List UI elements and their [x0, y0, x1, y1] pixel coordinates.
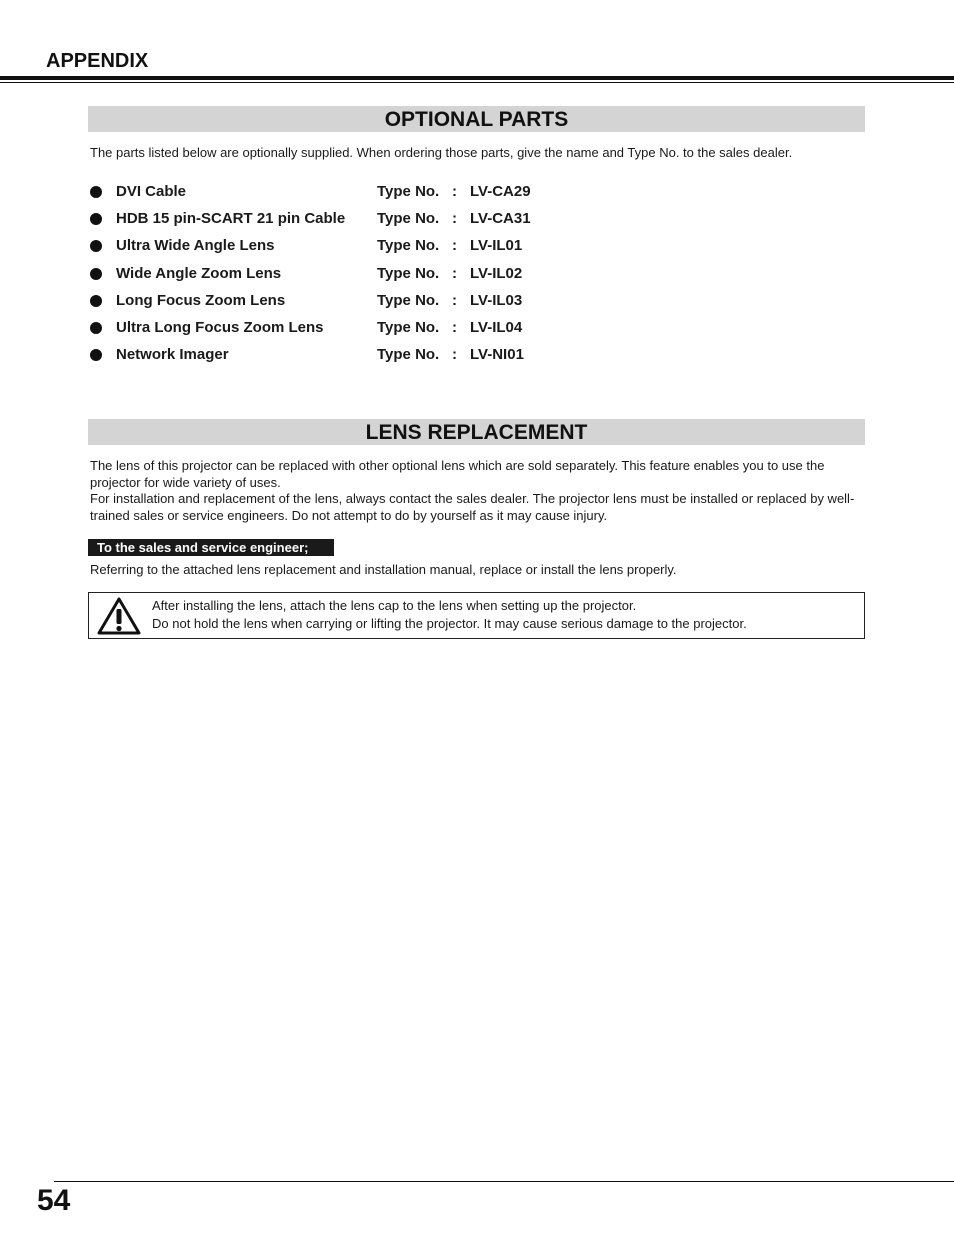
part-item: [90, 236, 650, 263]
type-number: LV-IL02: [470, 264, 523, 282]
type-label: Type No.: [377, 210, 440, 228]
part-name: HDB 15 pin-SCART 21 pin Cable: [116, 210, 346, 228]
page-number: 54: [37, 1184, 71, 1217]
part-name: Ultra Wide Angle Lens: [116, 237, 275, 255]
type-separator: :: [452, 183, 457, 200]
part-item: [90, 264, 650, 291]
optional-parts-heading: OPTIONAL PARTS: [88, 106, 865, 132]
warning-triangle-icon: [97, 596, 141, 636]
type-number: LV-IL04: [470, 318, 523, 336]
type-number: LV-CA31: [470, 210, 531, 228]
part-item: [90, 291, 650, 318]
part-name: Long Focus Zoom Lens: [116, 291, 286, 309]
bullet-icon: [90, 213, 102, 225]
part-item: [90, 345, 650, 372]
lens-replacement-heading: LENS REPLACEMENT: [88, 419, 865, 445]
type-label: Type No.: [377, 346, 440, 364]
warning-line-1: After installing the lens, attach the lens cap to the lens when setting up the projector.: [152, 598, 637, 613]
bullet-icon: [90, 349, 102, 361]
type-separator: :: [452, 346, 457, 364]
footer-rule: [54, 1181, 954, 1182]
parts-list: [90, 182, 650, 372]
header-rule-thin: [0, 82, 954, 83]
bullet-icon: [90, 268, 102, 280]
part-item: [90, 209, 650, 236]
bullet-icon: [90, 186, 102, 198]
warning-text: [152, 597, 747, 633]
type-number: LV-IL01: [470, 237, 523, 255]
part-name: Ultra Long Focus Zoom Lens: [116, 318, 324, 336]
section-label: APPENDIX: [46, 50, 149, 72]
type-label: Type No.: [377, 318, 440, 336]
optional-parts-intro: The parts listed below are optionally supplied. When ordering those parts, give the name and Type No. to the sales dealer.: [90, 145, 793, 160]
type-number: LV-CA29: [470, 183, 531, 200]
bullet-icon: [90, 240, 102, 252]
type-label: Type No.: [377, 264, 440, 282]
type-separator: :: [452, 264, 457, 282]
engineer-text: Referring to the attached lens replacement and installation manual, replace or install the lens properly.: [90, 562, 677, 577]
engineer-heading: To the sales and service engineer;: [88, 539, 334, 556]
part-item: [90, 182, 650, 209]
type-label: Type No.: [377, 291, 440, 309]
type-label: Type No.: [377, 237, 440, 255]
type-separator: :: [452, 237, 457, 255]
type-separator: :: [452, 291, 457, 309]
lens-replacement-para-2: For installation and replacement of the lens, always contact the sales dealer. The projector lens must be installed or replaced by well-trained sales or service engineers. Do not attempt to do by yourself as it may cause injury.: [90, 491, 855, 523]
part-item: [90, 318, 650, 345]
lens-replacement-para-1: The lens of this projector can be replaced with other optional lens which are sold separately. This feature enables you to use the projector for wide variety of uses.: [90, 458, 825, 490]
type-label: Type No.: [377, 183, 440, 200]
type-number: LV-NI01: [470, 346, 524, 364]
bullet-icon: [90, 322, 102, 334]
warning-box: [88, 592, 865, 639]
header-rule-thick: [0, 76, 954, 80]
part-name: DVI Cable: [116, 183, 187, 200]
type-number: LV-IL03: [470, 291, 523, 309]
type-separator: :: [452, 318, 457, 336]
type-separator: :: [452, 210, 457, 228]
part-name: Network Imager: [116, 346, 229, 364]
bullet-icon: [90, 295, 102, 307]
warning-line-2: Do not hold the lens when carrying or lifting the projector. It may cause serious damage to the projector.: [152, 616, 747, 631]
part-name: Wide Angle Zoom Lens: [116, 264, 282, 282]
